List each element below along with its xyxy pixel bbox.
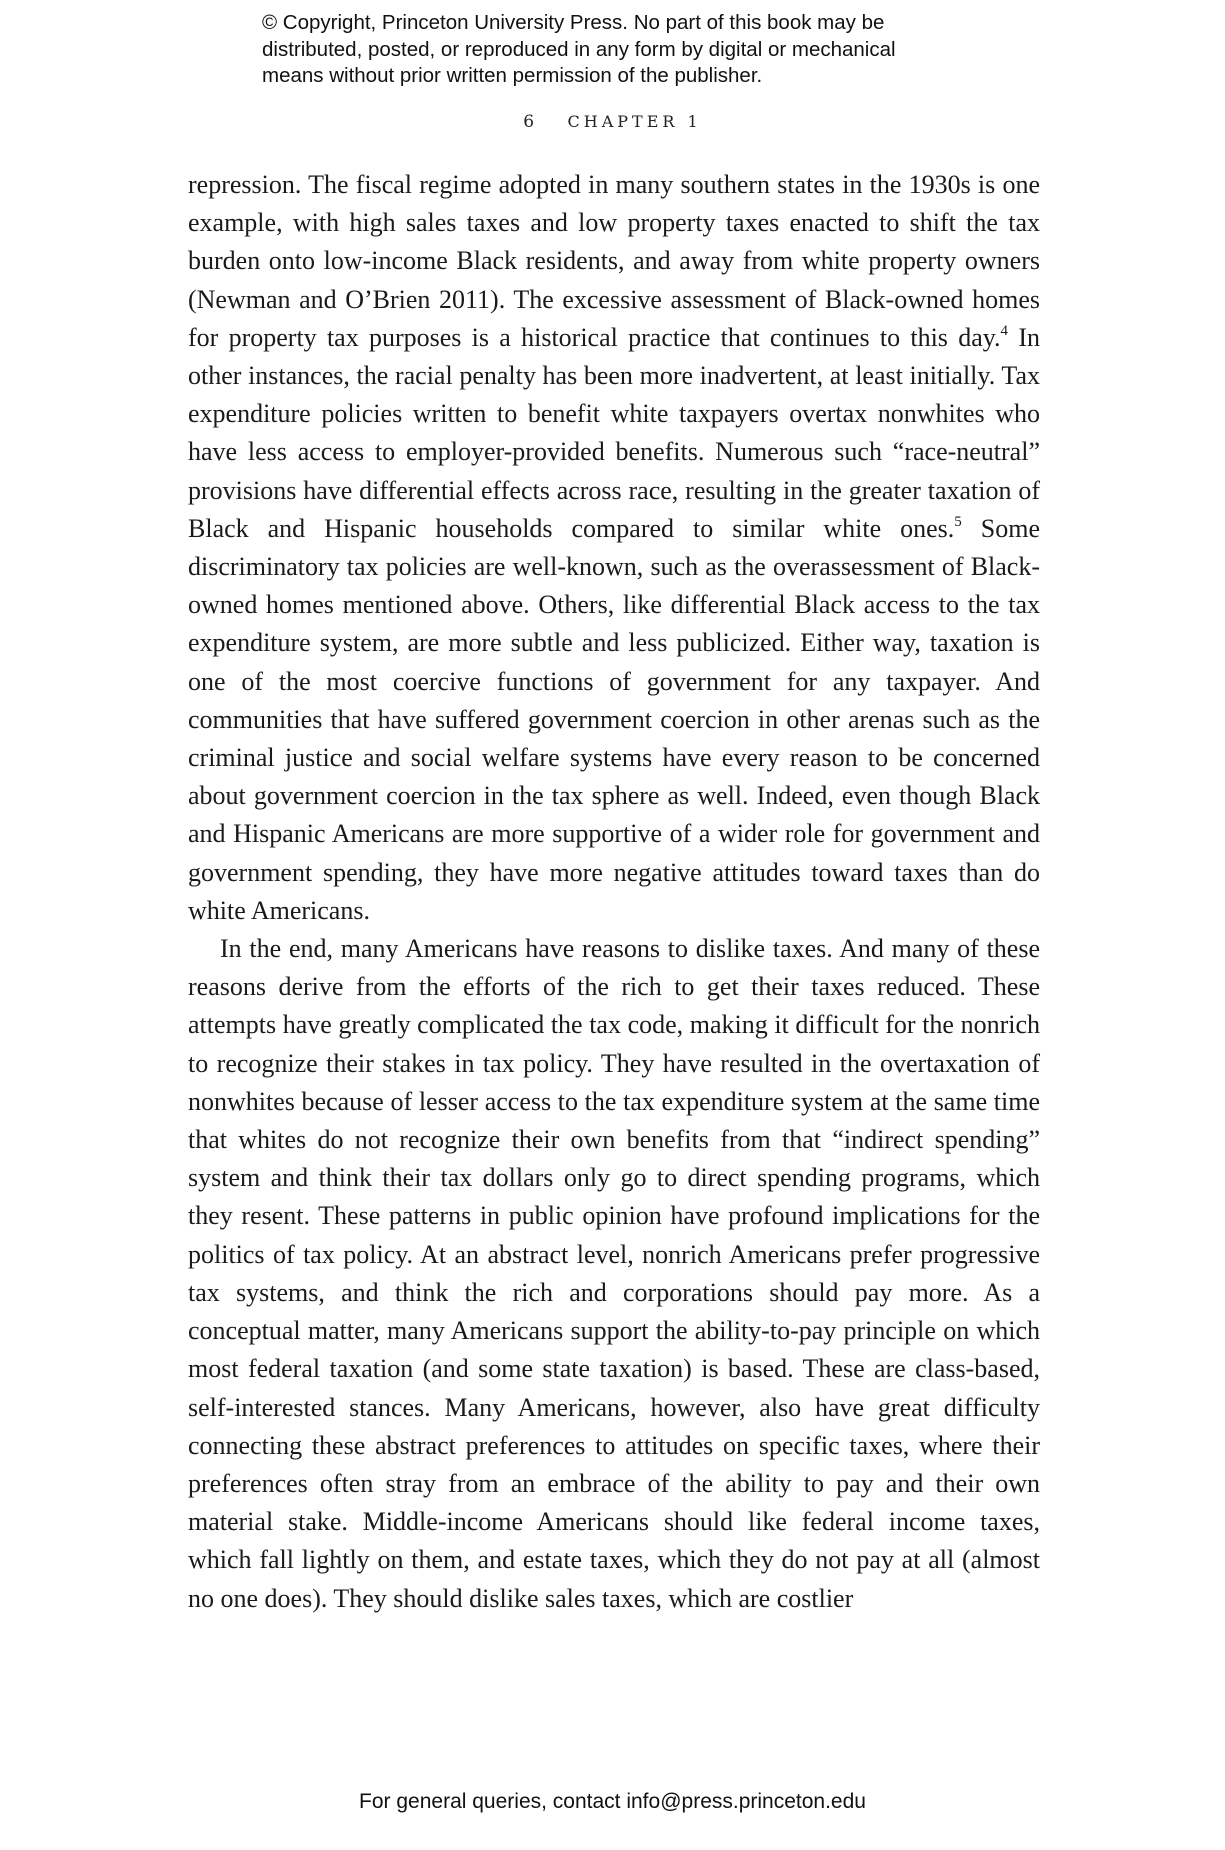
paragraph-text: repression. The fiscal regime adopted in many southern states in the 1930s is one example, with high sales taxes and low property taxes enacted to shift the tax burden onto low-income Black residents, and away from white property owners (Newman and O’Brien 2011). The excessive assessment of Black-owned homes for property tax purposes is a historical practice that continues to this day. (188, 170, 1040, 352)
footer-contact: For general queries, contact info@press.princeton.edu (359, 1790, 866, 1813)
body-text (188, 166, 1040, 1618)
copyright-notice: © Copyright, Princeton University Press. No part of this book may be distributed, posted, or reproduced in any form by digital or mechanical means without prior written permission of the publisher. (262, 11, 896, 87)
paragraph (188, 166, 1040, 930)
running-head (0, 112, 1225, 132)
page-number: 6 (523, 112, 538, 132)
paragraph-text: In other instances, the racial penalty has been more inadvertent, at least initially. Tax expenditure policies written to benefit white taxpayers overtax nonwhites who have less access to employer-provided benefits. Numerous such “race-neutral” provisions have differential effects across race, resulting in the greater taxation of Black and Hispanic households compared to similar white ones. (188, 322, 1040, 543)
footnote-marker[interactable]: 5 (954, 513, 962, 530)
paragraph: In the end, many Americans have reasons to dislike taxes. And many of these reasons derive from the efforts of the rich to get their taxes reduced. These attempts have greatly complicated the tax code, making it difficult for the nonrich to recognize their stakes in tax policy. They have resulted in the overtaxation of nonwhites because of lesser access to the tax expenditure system at the same time that whites do not recognize their own benefits from that “indirect spending” system and think their tax dollars only go to direct spending programs, which they resent. These patterns in public opinion have profound implications for the politics of tax policy. At an abstract level, nonrich Americans prefer progressive tax systems, and think the rich and corporations should pay more. As a conceptual matter, many Americans support the ability-to-pay principle on which most federal taxation (and some state taxation) is based. These are class-based, self-interested stances. Many Americans, however, also have great difficulty connecting these abstract preferences to attitudes on specific taxes, where their preferences often stray from an embrace of the ability to pay and their own material stake. Middle-income Americans should like federal income taxes, which fall lightly on them, and estate taxes, which they do not pay at all (almost no one does). They should dislike sales taxes, which are costlier (188, 934, 1040, 1613)
footnote-marker[interactable]: 4 (1000, 322, 1009, 339)
chapter-label: CHAPTER 1 (567, 112, 702, 131)
paragraph-text: Some discriminatory tax policies are well-known, such as the overassessment of Black-owned homes mentioned above. Others, like differential Black access to the tax expenditure system, are more subtle and less publicized. Either way, taxation is one of the most coercive functions of government for any taxpayer. And communities that have suffered government coercion in other arenas such as the criminal justice and social welfare systems have every reason to be concerned about government coercion in the tax sphere as well. Indeed, even though Black and Hispanic Americans are more supportive of a wider role for government and government spending, they have more negative attitudes toward taxes than do white Americans. (188, 513, 1040, 925)
